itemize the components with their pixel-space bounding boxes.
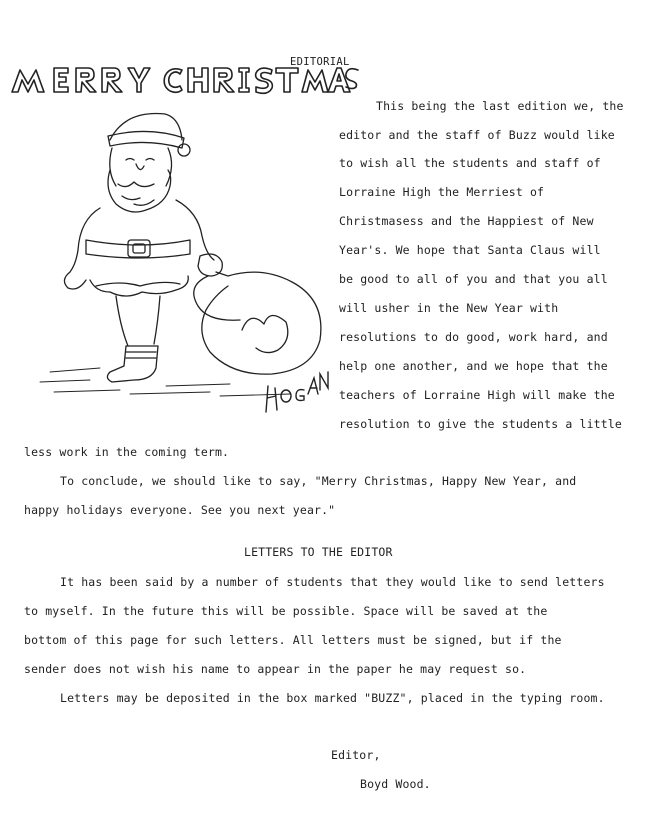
letters-line: Letters may be deposited in the box marked "BUZZ", placed in the typing room. <box>60 691 605 705</box>
editorial-line: editor and the staff of Buzz would like <box>339 128 615 142</box>
editorial-line: happy holidays everyone. See you next year." <box>24 503 336 517</box>
editorial-line: resolution to give the students a little <box>339 417 622 431</box>
editorial-line: Year's. We hope that Santa Claus will <box>339 243 601 257</box>
editorial-line: less work in the coming term. <box>24 445 230 459</box>
letters-line: It has been said by a number of students that they would like to send letters <box>60 575 605 589</box>
editorial-line: This being the last edition we, the <box>376 99 624 113</box>
letters-heading: LETTERS TO THE EDITOR <box>244 545 393 559</box>
editorial-heading: EDITORIAL <box>290 56 350 68</box>
editorial-line: Lorraine High the Merriest of <box>339 185 545 199</box>
letters-line: to myself. In the future this will be possible. Space will be saved at the <box>24 604 548 618</box>
editorial-line: resolutions to do good, work hard, and <box>339 330 608 344</box>
editorial-line: help one another, and we hope that the <box>339 359 608 373</box>
editorial-line: To conclude, we should like to say, "Merry Christmas, Happy New Year, and <box>60 474 577 488</box>
letters-line: sender does not wish his name to appear in the paper he may request so. <box>24 662 527 676</box>
letters-line: bottom of this page for such letters. All letters must be signed, but if the <box>24 633 562 647</box>
editorial-line: Christmasess and the Happiest of New <box>339 214 594 228</box>
editorial-line: to wish all the students and staff of <box>339 156 601 170</box>
closing-title: Editor, <box>331 748 381 762</box>
editorial-line: be good to all of you and that you all <box>339 272 608 286</box>
artist-signature <box>262 368 332 418</box>
merry-christmas-banner <box>10 62 360 98</box>
editorial-line: teachers of Lorraine High will make the <box>339 388 615 402</box>
closing-name: Boyd Wood. <box>360 777 431 791</box>
editorial-line: will usher in the New Year with <box>339 301 559 315</box>
